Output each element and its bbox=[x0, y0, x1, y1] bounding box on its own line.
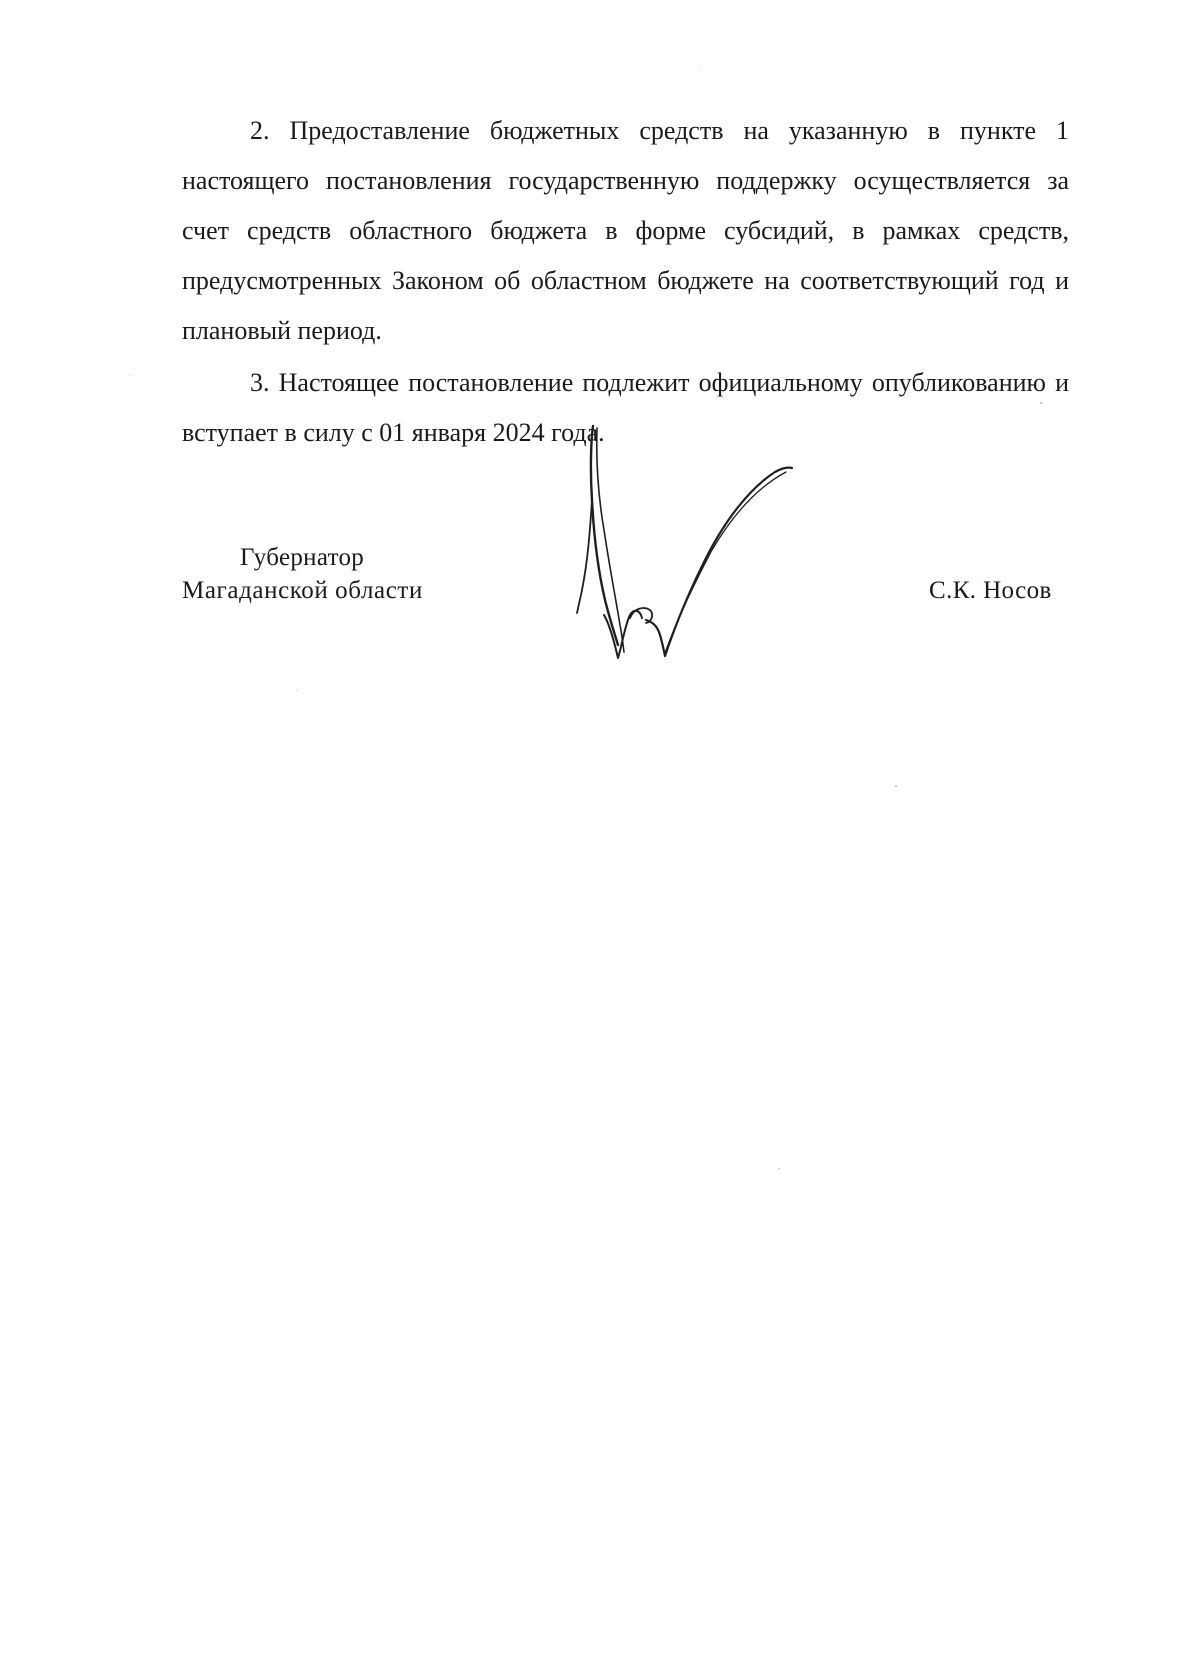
paragraph-3: 3. Настоящее постановление подлежит официальному опубликованию и вступает в силу с 01 января 2024 года. bbox=[182, 368, 1069, 447]
signatory-position-line-2: Магаданской области bbox=[182, 577, 423, 604]
signatory-position-line-1: Губернатор bbox=[240, 544, 365, 571]
paragraph-2: 2. Предоставление бюджетных средств на указанную в пункте 1 настоящего постановления государственную поддержку осуществляется за счет средств областного бюджета в форме субсидий, в рамках средств, предусмотренных Законом об областном бюджете на соответствующий год и плановый период. bbox=[182, 116, 1069, 345]
scan-speck bbox=[130, 375, 131, 376]
scan-speck bbox=[700, 66, 701, 67]
scan-speck bbox=[1040, 402, 1042, 404]
signatory-name: С.К. Носов bbox=[929, 577, 1052, 604]
scan-speck bbox=[895, 785, 897, 787]
handwritten-signature-icon bbox=[560, 420, 830, 680]
scan-speck bbox=[296, 690, 297, 691]
scan-speck bbox=[778, 1168, 780, 1169]
